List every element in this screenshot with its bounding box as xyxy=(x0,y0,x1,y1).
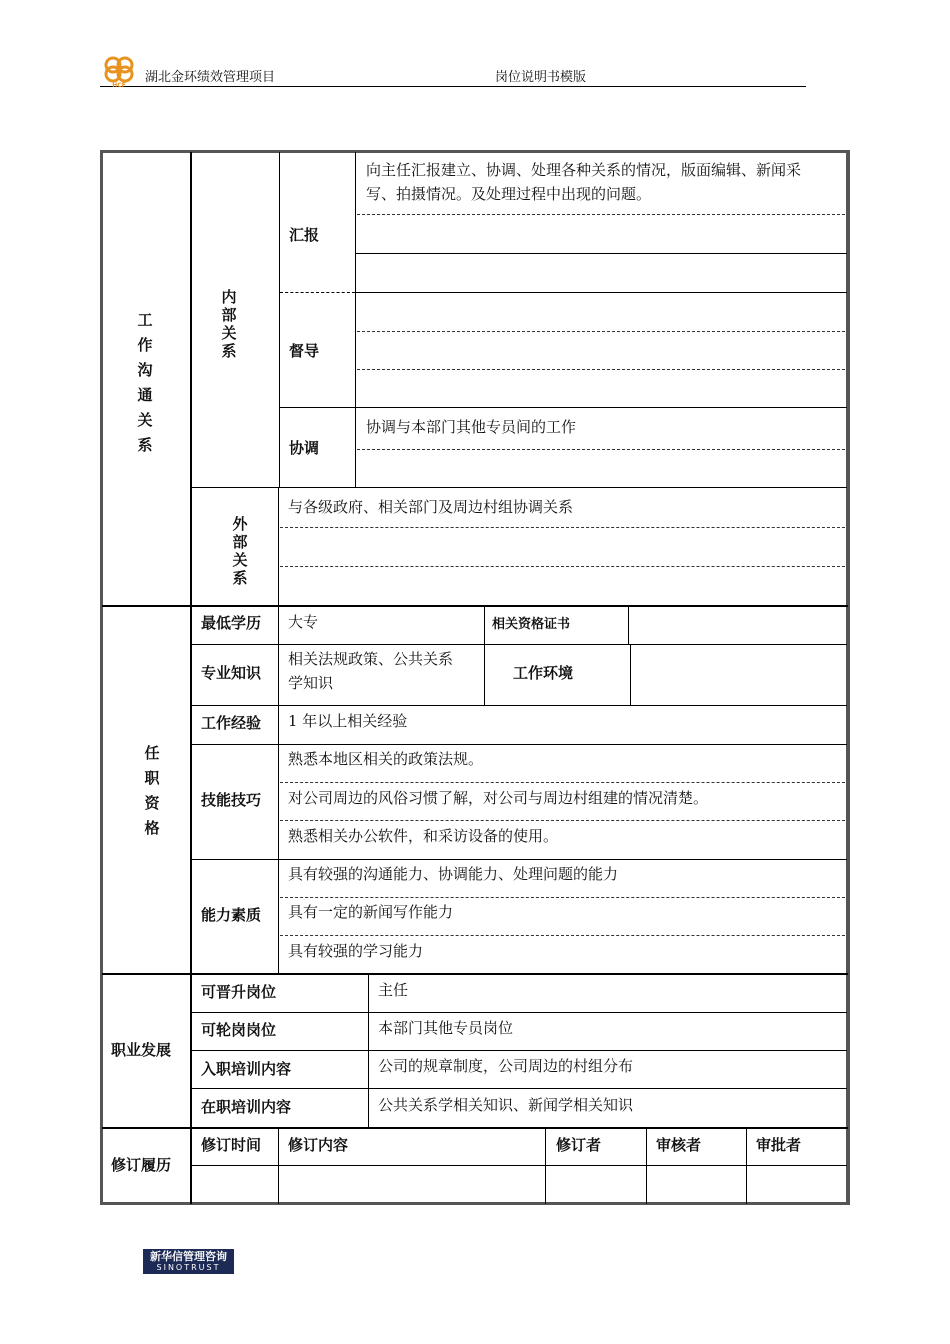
external-relations-label: 外部关系 xyxy=(232,515,248,587)
section-label-communication: 工作沟通关系 xyxy=(137,311,153,454)
sinotrust-logo xyxy=(143,1249,234,1274)
skill-item: 熟悉本地区相关的政策法规。 xyxy=(288,750,484,768)
section-label-qualification: 任职资格 xyxy=(144,744,160,837)
footer-logo-en: SINOTRUST xyxy=(156,1263,221,1272)
knowledge-label: 专业知识 xyxy=(201,664,262,682)
revision-col-approver: 审批者 xyxy=(756,1136,802,1154)
education-value: 大专 xyxy=(288,613,319,631)
career-row-label: 可晋升岗位 xyxy=(201,983,277,1001)
coordinate-label: 协调 xyxy=(289,439,320,457)
skill-item: 熟悉相关办公软件，和采访设备的使用。 xyxy=(288,827,559,845)
experience-label: 工作经验 xyxy=(201,714,262,732)
revision-col-time: 修订时间 xyxy=(201,1136,262,1154)
skill-item: 对公司周边的风俗习惯了解，对公司与周边村组建的情况清楚。 xyxy=(288,789,709,807)
coordinate-text: 协调与本部门其他专员间的工作 xyxy=(366,418,577,436)
skills-label: 技能技巧 xyxy=(201,791,262,809)
career-row-value: 本部门其他专员岗位 xyxy=(378,1019,514,1037)
supervise-label: 督导 xyxy=(289,342,320,360)
career-row-value: 主任 xyxy=(378,981,409,999)
career-row-value: 公共关系学相关知识、新闻学相关知识 xyxy=(378,1096,634,1114)
project-title: 湖北金环绩效管理项目 xyxy=(145,70,276,85)
footer-logo-cn: 新华信管理咨询 xyxy=(150,1250,227,1263)
knowledge-line-1: 相关法规政策、公共关系 xyxy=(288,650,454,668)
section-label-revision: 修订履历 xyxy=(111,1156,172,1174)
external-text: 与各级政府、相关部门及周边村组协调关系 xyxy=(288,498,574,516)
ability-item: 具有较强的学习能力 xyxy=(288,942,424,960)
ability-label: 能力素质 xyxy=(201,906,262,924)
report-text-line-2: 写、拍摄情况。及处理过程中出现的问题。 xyxy=(366,185,652,203)
internal-relations-label: 内部关系 xyxy=(221,288,237,360)
career-row-label: 可轮岗岗位 xyxy=(201,1021,277,1039)
hcf-logo-icon xyxy=(100,52,138,88)
revision-col-reviser: 修订者 xyxy=(556,1136,602,1154)
section-label-career: 职业发展 xyxy=(111,1041,172,1059)
knowledge-line-2: 学知识 xyxy=(288,674,334,692)
career-row-label: 在职培训内容 xyxy=(201,1098,292,1116)
certificate-label: 相关资格证书 xyxy=(492,617,571,632)
svg-text:HCF: HCF xyxy=(112,82,126,88)
revision-col-auditor: 审核者 xyxy=(656,1136,702,1154)
report-text-line-1: 向主任汇报建立、协调、处理各种关系的情况，版面编辑、新闻采 xyxy=(366,161,802,179)
career-row-value: 公司的规章制度，公司周边的村组分布 xyxy=(378,1057,634,1075)
experience-value: 1 年以上相关经验 xyxy=(288,712,408,730)
ability-item: 具有一定的新闻写作能力 xyxy=(288,903,454,921)
ability-item: 具有较强的沟通能力、协调能力、处理问题的能力 xyxy=(288,865,619,883)
revision-col-content: 修订内容 xyxy=(288,1136,349,1154)
page-header xyxy=(100,52,806,87)
report-label: 汇报 xyxy=(289,226,320,244)
environment-label: 工作环境 xyxy=(513,664,574,682)
education-label: 最低学历 xyxy=(201,614,262,632)
document-title: 岗位说明书模版 xyxy=(495,70,587,85)
career-row-label: 入职培训内容 xyxy=(201,1060,292,1078)
